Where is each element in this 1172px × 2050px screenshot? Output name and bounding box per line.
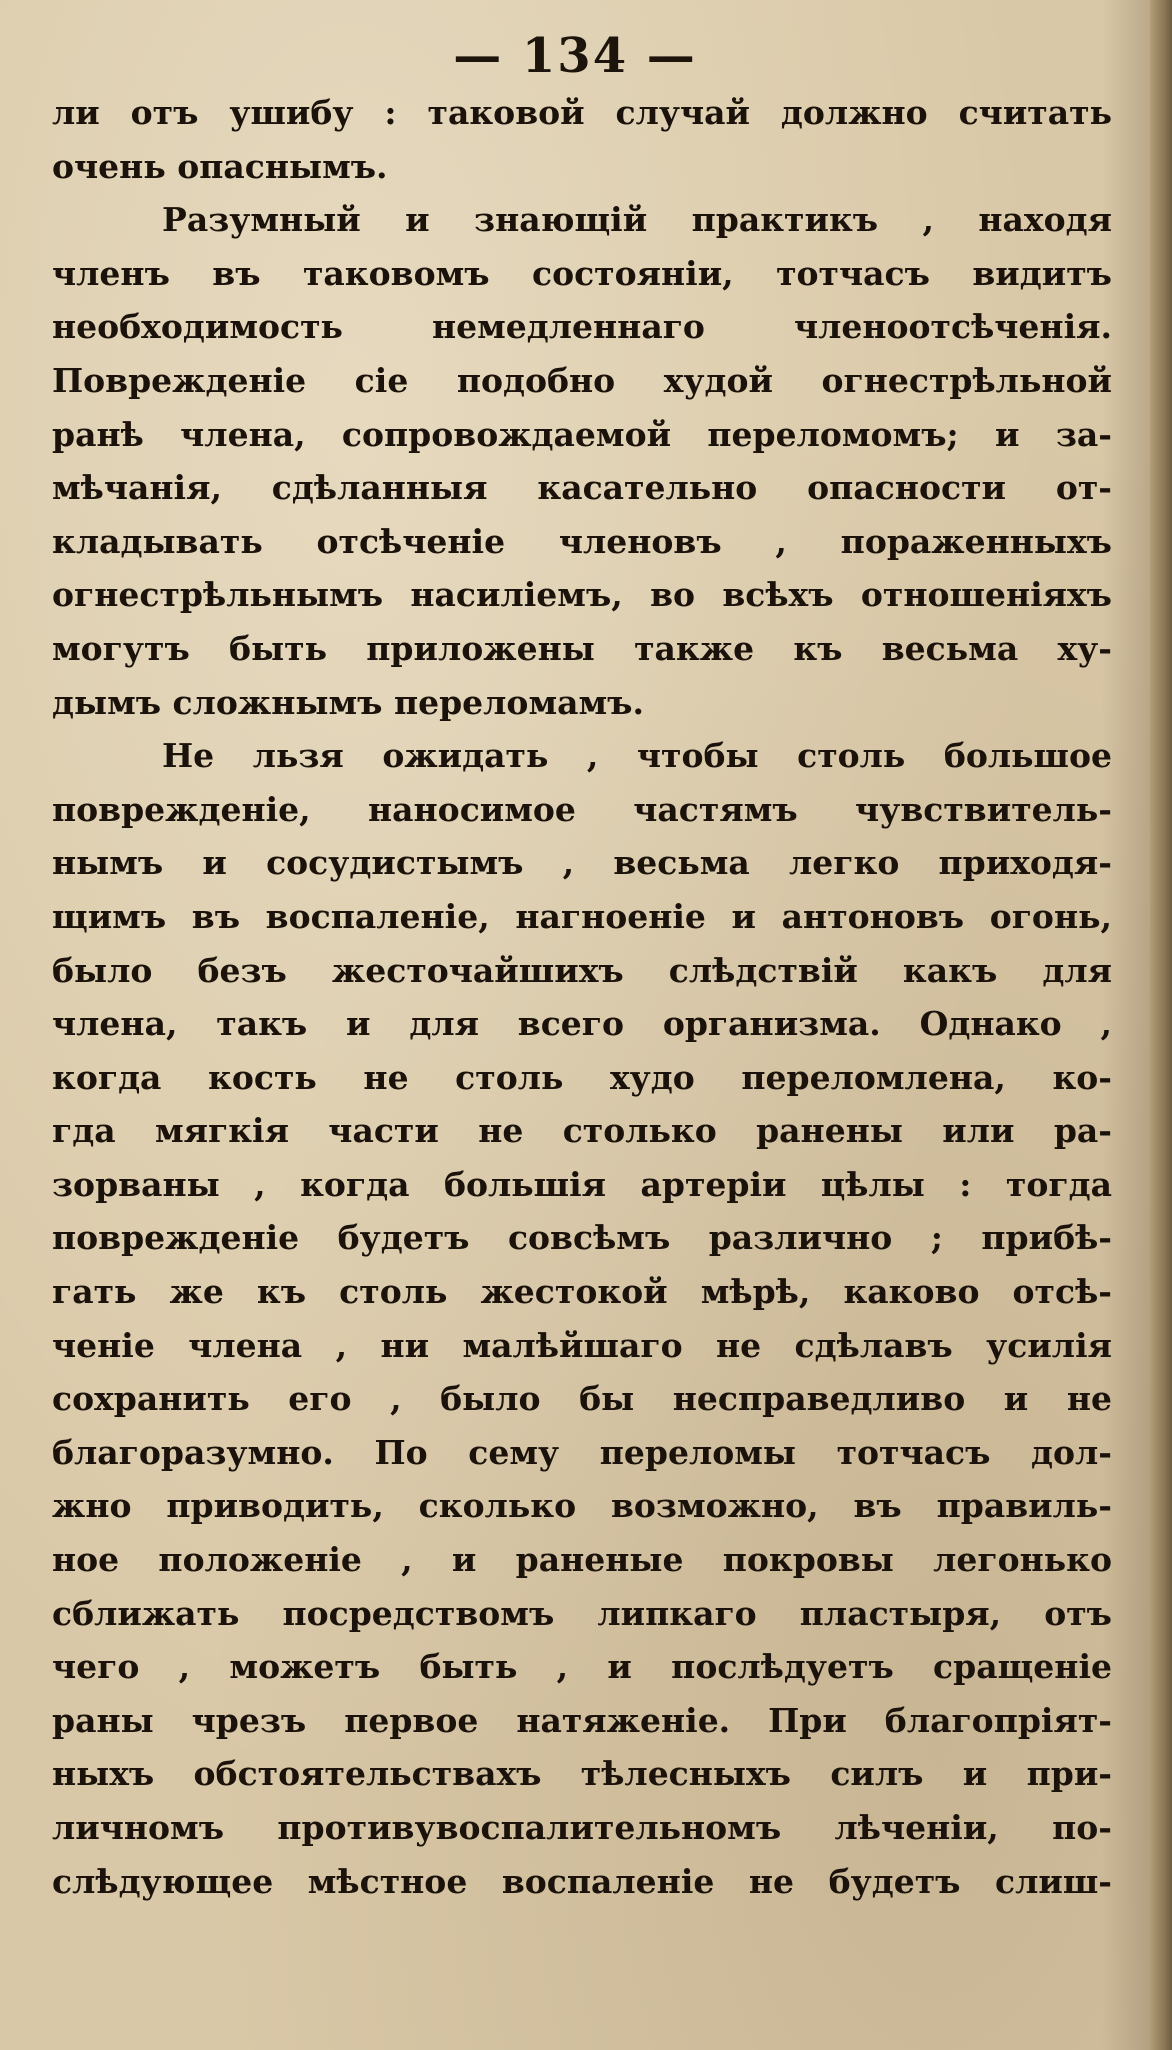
text-line: ныхъ обстоятельствахъ тѣлесныхъ силъ и при- (52, 1754, 1112, 1794)
text-line: ченіе члена , ни малѣйшаго не сдѣлавъ усилія (52, 1325, 1112, 1365)
text-line: кладывать отсѣченіе членовъ , пораженныхъ (52, 521, 1112, 561)
text-line: благоразумно. По сему переломы тотчасъ дол- (52, 1432, 1112, 1472)
text-line: могутъ быть приложены также къ весьма ху- (52, 628, 1112, 668)
text-line: было безъ жесточайшихъ слѣдствій какъ для (52, 950, 1112, 990)
text-line: чего , можетъ быть , и послѣдуетъ сращеніе (52, 1647, 1112, 1687)
page-number: — 134 — (453, 28, 697, 84)
text-line: Поврежденіе сіе подобно худой огнестрѣльной (52, 360, 1112, 400)
text-line: сохранить его , было бы несправедливо и не (52, 1379, 1112, 1419)
text-line: нымъ и сосудистымъ , весьма легко приходя- (52, 843, 1112, 883)
text-line: необходимость немедленнаго членоотсѣченія. (52, 307, 1112, 347)
text-line: зорваны , когда большія артеріи цѣлы : тогда (52, 1164, 1112, 1204)
paragraph-first-line: Не льзя ожидать , чтобы столь большое (162, 736, 1112, 776)
text-line: члена, такъ и для всего организма. Однако , (52, 1004, 1112, 1044)
text-line: слѣдующее мѣстное воспаленіе не будетъ слиш- (52, 1861, 1112, 1901)
text-line: раны чрезъ первое натяженіе. При благопріят- (52, 1700, 1112, 1740)
body-text (52, 86, 1112, 1908)
text-line: когда кость не столь худо переломлена, ко- (52, 1057, 1112, 1097)
text-line: членъ въ таковомъ состояніи, тотчасъ видитъ (52, 253, 1112, 293)
text-line: поврежденіе будетъ совсѣмъ различно ; прибѣ- (52, 1218, 1112, 1258)
text-line: ное положеніе , и раненые покровы легонько (52, 1540, 1112, 1580)
text-line: мѣчанія, сдѣланныя касательно опасности от- (52, 468, 1112, 508)
page-edge (1150, 0, 1172, 2050)
text-line: огнестрѣльнымъ насиліемъ, во всѣхъ отношеніяхъ (52, 575, 1112, 615)
text-line: жно приводить, сколько возможно, въ правиль- (52, 1486, 1112, 1526)
text-line: гать же къ столь жестокой мѣрѣ, каково отсѣ- (52, 1272, 1112, 1312)
text-line: поврежденіе, наносимое частямъ чувствитель- (52, 789, 1112, 829)
text-line: гда мягкія части не столько ранены или ра- (52, 1111, 1112, 1151)
text-line: дымъ сложнымъ переломамъ. (52, 682, 644, 722)
text-line: очень опаснымъ. (52, 146, 388, 186)
text-line: личномъ противувоспалительномъ лѣченіи, по- (52, 1808, 1112, 1847)
paragraph-first-line: Разумный и знающій практикъ , находя (162, 200, 1112, 240)
text-line: ранѣ члена, сопровождаемой переломомъ; и за- (52, 414, 1112, 454)
text-line: сближать посредствомъ липкаго пластыря, отъ (52, 1593, 1112, 1633)
text-line: щимъ въ воспаленіе, нагноеніе и антоновъ огонь, (52, 896, 1112, 936)
text-line: ли отъ ушибу : таковой случай должно считать (52, 93, 1112, 132)
